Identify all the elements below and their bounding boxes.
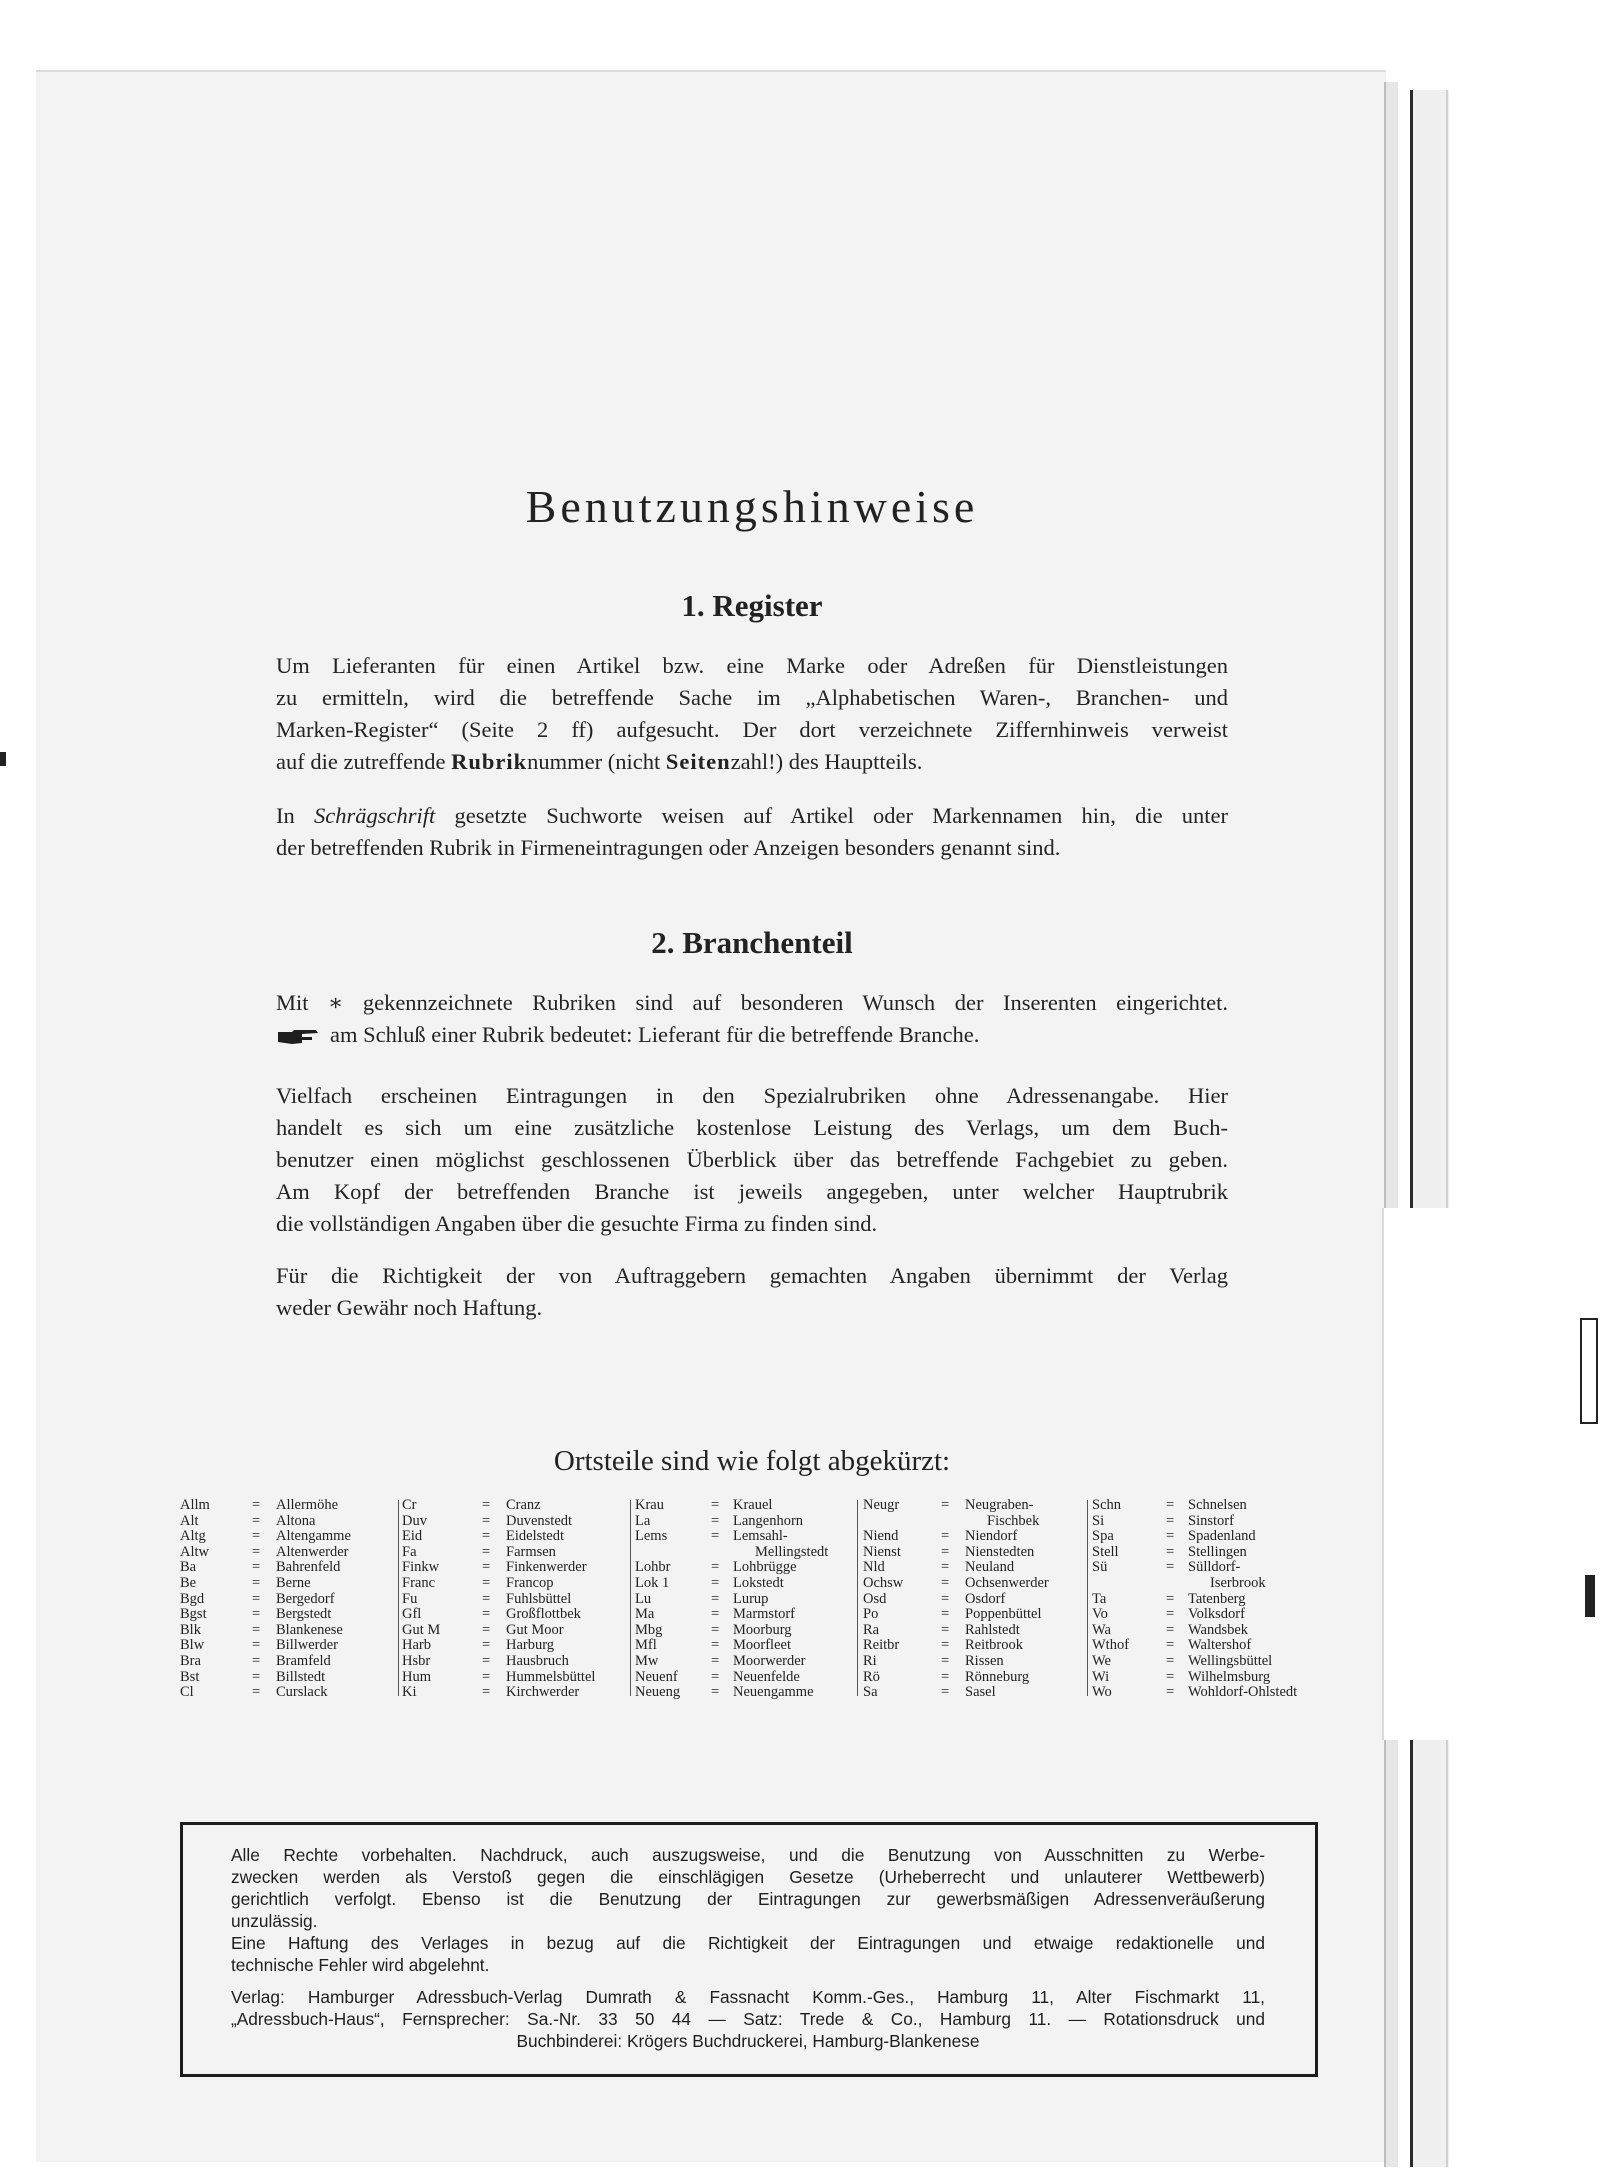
equals-sign: = xyxy=(711,1559,720,1576)
text-segment: In xyxy=(276,803,295,828)
abbreviation-key: Schn xyxy=(1092,1497,1121,1513)
district-name: Fischbek xyxy=(987,1512,1040,1529)
abbreviation-key: Bst xyxy=(180,1668,200,1685)
abbreviation-key: Ma xyxy=(635,1606,655,1623)
abbreviation-key: Mw xyxy=(635,1652,659,1669)
text-line: Marken-Register“ (Seite 2 ff) aufgesucht. Der dort verzeichnete Ziffernhinweis verweist xyxy=(276,717,1228,742)
abbreviation-key: Lems xyxy=(635,1528,668,1545)
equals-sign: = xyxy=(711,1590,720,1607)
notice-line: unzulässig. xyxy=(231,1911,318,1931)
district-name: Allermöhe xyxy=(276,1497,339,1513)
equals-sign: = xyxy=(711,1637,720,1654)
emphasis-seiten: Seiten xyxy=(665,749,731,774)
notice-line: zwecken werden als Verstoß gegen die einschlägigen Gesetze (Urheberrecht und unlauterer Wettbewerb) xyxy=(231,1867,1265,1887)
text-line: zu ermitteln, wird die betreffende Sache im „Alphabetischen Waren-, Branchen- und xyxy=(276,685,1228,710)
abbreviation-key: Allm xyxy=(180,1497,210,1513)
abbreviation-key: Be xyxy=(180,1574,197,1591)
abbreviation-key: Po xyxy=(863,1606,879,1623)
abbreviation-key: Rö xyxy=(863,1668,880,1685)
abbreviation-key: Bgst xyxy=(180,1606,207,1623)
equals-sign: = xyxy=(1166,1528,1175,1545)
equals-sign: = xyxy=(1166,1652,1175,1669)
text-segment: gesetzte Suchworte weisen auf Artikel oder Markennamen hin, die unter xyxy=(454,803,1229,828)
page-title: Benutzungshinweise xyxy=(525,481,979,532)
text-line: Am Kopf der betreffenden Branche ist jeweils angegeben, unter welcher Hauptrubrik xyxy=(276,1179,1228,1204)
column-divider xyxy=(630,1500,631,1696)
district-name: Sasel xyxy=(965,1684,996,1701)
district-name: Hummelsbüttel xyxy=(506,1668,596,1685)
district-name: Francop xyxy=(506,1574,554,1591)
equals-sign: = xyxy=(252,1621,261,1638)
abbreviation-key: Nienst xyxy=(863,1543,901,1560)
equals-sign: = xyxy=(941,1621,950,1638)
district-name: Neuenfelde xyxy=(733,1668,800,1685)
abbreviation-key: Duv xyxy=(402,1512,427,1529)
abbreviation-key: Ri xyxy=(863,1652,877,1669)
abbreviation-key: Neuenf xyxy=(635,1668,678,1685)
abbreviation-key: Finkw xyxy=(402,1559,440,1576)
abbreviation-key: Reitbr xyxy=(863,1637,900,1654)
abbreviation-key: Ra xyxy=(863,1621,880,1638)
abbreviation-key: Sa xyxy=(863,1684,878,1701)
equals-sign: = xyxy=(711,1606,720,1623)
district-name: Rissen xyxy=(965,1652,1004,1669)
equals-sign: = xyxy=(941,1637,950,1654)
text-segment: auf die zutreffende xyxy=(276,749,446,774)
district-name: Curslack xyxy=(276,1684,328,1701)
district-name: Rahlstedt xyxy=(965,1621,1020,1638)
equals-sign: = xyxy=(482,1543,491,1560)
district-name: Wilhelmsburg xyxy=(1188,1668,1271,1685)
abbreviation-key: Lu xyxy=(635,1590,652,1607)
district-name: Duvenstedt xyxy=(506,1512,573,1529)
equals-sign: = xyxy=(482,1574,491,1591)
equals-sign: = xyxy=(941,1652,950,1669)
equals-sign: = xyxy=(941,1528,950,1545)
district-name: Volksdorf xyxy=(1188,1606,1245,1623)
text-line xyxy=(276,746,1228,778)
abbreviation-key: Ba xyxy=(180,1559,197,1576)
district-name: Neuland xyxy=(965,1559,1015,1576)
equals-sign: = xyxy=(252,1497,261,1513)
notice-text xyxy=(231,1844,1265,2052)
district-name: Mellingstedt xyxy=(755,1543,829,1560)
notice-spacer xyxy=(231,1976,1265,1986)
abbreviation-key: Sü xyxy=(1092,1559,1108,1576)
district-name: Großflottbek xyxy=(506,1606,581,1623)
equals-sign: = xyxy=(252,1590,261,1607)
text-line: die vollständigen Angaben über die gesuchte Firma zu finden sind. xyxy=(276,1211,878,1236)
margin-mark xyxy=(0,752,6,766)
district-name: Lurup xyxy=(733,1590,769,1607)
district-name: Blankenese xyxy=(276,1621,343,1638)
text-line xyxy=(276,800,1228,832)
text-line: Mit ∗ gekennzeichnete Rubriken sind auf besonderen Wunsch der Inserenten eingerichtet. xyxy=(276,990,1228,1015)
section-heading-branchenteil: 2. Branchenteil xyxy=(651,925,853,960)
page-edge xyxy=(1384,82,1398,2167)
district-name: Rönneburg xyxy=(965,1668,1030,1685)
equals-sign: = xyxy=(1166,1684,1175,1701)
page-edge xyxy=(1446,90,1478,2167)
emphasis-rubrik: Rubrik xyxy=(451,749,528,774)
register-paragraph-2 xyxy=(276,800,1228,864)
equals-sign: = xyxy=(482,1528,491,1545)
equals-sign: = xyxy=(941,1668,950,1685)
district-name: Bergedorf xyxy=(276,1590,335,1607)
pointing-hand-icon xyxy=(276,1028,320,1046)
district-name: Altengamme xyxy=(276,1528,351,1545)
abbreviation-key: Cr xyxy=(402,1497,417,1513)
equals-sign: = xyxy=(1166,1559,1175,1576)
abbreviation-key: Fa xyxy=(402,1543,417,1560)
equals-sign: = xyxy=(711,1528,720,1545)
abbreviation-key: Altg xyxy=(180,1528,206,1545)
equals-sign: = xyxy=(711,1621,720,1638)
district-name: Finkenwerder xyxy=(506,1559,587,1576)
text-line: benutzer einen möglichst geschlossenen Überblick über das betreffende Fachgebiet zu geben. xyxy=(276,1147,1228,1172)
equals-sign: = xyxy=(252,1559,261,1576)
abbreviation-key: Harb xyxy=(402,1637,431,1654)
equals-sign: = xyxy=(941,1497,950,1513)
district-name: Billwerder xyxy=(276,1637,339,1654)
equals-sign: = xyxy=(1166,1637,1175,1654)
equals-sign: = xyxy=(1166,1621,1175,1638)
district-name: Harburg xyxy=(506,1637,555,1654)
equals-sign: = xyxy=(941,1606,950,1623)
district-name: Poppenbüttel xyxy=(965,1606,1042,1623)
equals-sign: = xyxy=(482,1668,491,1685)
page-edge xyxy=(1410,90,1449,2167)
district-name: Lokstedt xyxy=(733,1574,784,1591)
district-name: Neuengamme xyxy=(733,1684,814,1701)
abbreviation-key: Altw xyxy=(180,1543,209,1560)
equals-sign: = xyxy=(482,1652,491,1669)
abbreviation-key: Stell xyxy=(1092,1543,1119,1560)
abbreviations-heading: Ortsteile sind wie folgt abgekürzt: xyxy=(553,1445,951,1477)
abbreviation-key: Hsbr xyxy=(402,1652,431,1669)
district-name: Hausbruch xyxy=(506,1652,569,1669)
equals-sign: = xyxy=(941,1590,950,1607)
abbreviation-key: Wa xyxy=(1092,1621,1111,1638)
equals-sign: = xyxy=(711,1512,720,1529)
text-segment: am Schluß einer Rubrik bedeutet: Lieferant für die betreffende Branche. xyxy=(330,1022,980,1047)
abbreviation-key: Neugr xyxy=(863,1497,900,1513)
abbreviation-key: Franc xyxy=(402,1574,436,1591)
text-line: der betreffenden Rubrik in Firmeneintragungen oder Anzeigen besonders genannt sind. xyxy=(276,835,1061,860)
equals-sign: = xyxy=(482,1621,491,1638)
index-tab-flap xyxy=(1382,1208,1600,1740)
district-name: Moorfleet xyxy=(733,1637,791,1654)
abbreviation-key: Mfl xyxy=(635,1637,657,1654)
district-name: Niendorf xyxy=(965,1528,1018,1545)
district-name: Bramfeld xyxy=(276,1652,331,1669)
equals-sign: = xyxy=(1166,1668,1175,1685)
district-name: Ochsenwerder xyxy=(965,1574,1049,1591)
district-name: Bergstedt xyxy=(276,1606,332,1623)
district-name: Reitbrook xyxy=(965,1637,1023,1654)
equals-sign: = xyxy=(1166,1590,1175,1607)
branchenteil-paragraph-2 xyxy=(276,1080,1228,1240)
equals-sign: = xyxy=(482,1559,491,1576)
district-name: Marmstorf xyxy=(733,1606,796,1623)
copyright-notice-box xyxy=(180,1822,1318,2077)
column-divider xyxy=(857,1500,858,1696)
equals-sign: = xyxy=(482,1497,491,1513)
text-line: Vielfach erscheinen Eintragungen in den Spezialrubriken ohne Adressenangabe. Hier xyxy=(276,1083,1228,1108)
district-name: Lohbrügge xyxy=(733,1559,797,1576)
column-divider xyxy=(1087,1500,1088,1696)
register-paragraph-1 xyxy=(276,650,1228,778)
branchenteil-paragraph-3 xyxy=(276,1260,1228,1324)
abbreviation-key: Lok 1 xyxy=(635,1574,670,1591)
emphasis-italic: Schrägschrift xyxy=(314,803,436,828)
abbreviation-key: Blk xyxy=(180,1621,201,1638)
district-name: Osdorf xyxy=(965,1590,1006,1607)
abbreviation-key: Wi xyxy=(1092,1668,1110,1685)
notice-line: Buchbinderei: Krögers Buchdruckerei, Hamburg-Blankenese xyxy=(516,2031,980,2051)
equals-sign: = xyxy=(711,1574,720,1591)
district-name: Gut Moor xyxy=(506,1621,564,1638)
district-name: Eidelstedt xyxy=(506,1528,564,1545)
text-segment: nummer (nicht xyxy=(527,749,661,774)
text-line: handelt es sich um eine zusätzliche kostenlose Leistung des Verlags, um dem Buch- xyxy=(276,1115,1228,1140)
district-name: Kirchwerder xyxy=(506,1684,580,1701)
district-name: Iserbrook xyxy=(1210,1574,1266,1591)
abbreviation-key: Ochsw xyxy=(863,1574,904,1591)
index-tab-strip xyxy=(1580,1318,1598,1424)
district-name: Spadenland xyxy=(1188,1528,1256,1545)
equals-sign: = xyxy=(1166,1543,1175,1560)
district-name: Wellingsbüttel xyxy=(1188,1652,1273,1669)
abbreviation-key: Nld xyxy=(863,1559,885,1576)
district-name: Altenwerder xyxy=(276,1543,349,1560)
abbreviation-key: La xyxy=(635,1512,651,1529)
district-name: Neugraben- xyxy=(965,1497,1034,1513)
district-name: Stellingen xyxy=(1188,1543,1247,1560)
branchenteil-paragraph-1 xyxy=(276,987,1228,1051)
abbreviation-key: Bra xyxy=(180,1652,201,1669)
district-name: Waltershof xyxy=(1188,1637,1252,1654)
section-heading-register: 1. Register xyxy=(681,588,823,623)
notice-line: Eine Haftung des Verlages in bezug auf die Richtigkeit der Eintragungen und etwaige redaktionelle und xyxy=(231,1933,1265,1953)
equals-sign: = xyxy=(252,1606,261,1623)
abbreviation-key: Wthof xyxy=(1092,1637,1130,1654)
abbreviation-key: Fu xyxy=(402,1590,418,1607)
equals-sign: = xyxy=(711,1668,720,1685)
district-name: Moorburg xyxy=(733,1621,792,1638)
equals-sign: = xyxy=(252,1684,261,1701)
equals-sign: = xyxy=(482,1512,491,1529)
district-name: Langenhorn xyxy=(733,1512,804,1529)
abbreviation-key: Osd xyxy=(863,1590,887,1607)
district-name: Cranz xyxy=(506,1497,541,1513)
abbreviation-key: Krau xyxy=(635,1497,664,1513)
abbreviation-key: Ta xyxy=(1092,1590,1107,1607)
notice-line: technische Fehler wird abgelehnt. xyxy=(231,1955,490,1975)
binding-mark xyxy=(1585,1575,1595,1617)
abbreviation-key: Alt xyxy=(180,1512,199,1529)
notice-line: Alle Rechte vorbehalten. Nachdruck, auch auszugsweise, und die Benutzung von Ausschnitten zu Werbe- xyxy=(231,1845,1265,1865)
equals-sign: = xyxy=(941,1559,950,1576)
equals-sign: = xyxy=(252,1574,261,1591)
notice-line: „Adressbuch-Haus“, Fernsprecher: Sa.-Nr. 33 50 44 — Satz: Trede & Co., Hamburg 11. — Rotationsdruck und xyxy=(231,2009,1265,2029)
district-name: Tatenberg xyxy=(1188,1590,1246,1607)
abbreviation-key: Eid xyxy=(402,1528,423,1545)
equals-sign: = xyxy=(252,1512,261,1529)
equals-sign: = xyxy=(711,1497,720,1513)
equals-sign: = xyxy=(941,1543,950,1560)
text-line: Für die Richtigkeit der von Auftraggebern gemachten Angaben übernimmt der Verlag xyxy=(276,1263,1228,1288)
abbreviation-key: Niend xyxy=(863,1528,899,1545)
abbreviation-key: Lohbr xyxy=(635,1559,671,1576)
equals-sign: = xyxy=(711,1684,720,1701)
abbreviation-key: Gfl xyxy=(402,1606,422,1623)
district-name: Moorwerder xyxy=(733,1652,806,1669)
abbreviation-key: Wo xyxy=(1092,1684,1112,1701)
district-name: Billstedt xyxy=(276,1668,326,1685)
equals-sign: = xyxy=(252,1637,261,1654)
district-name: Sinstorf xyxy=(1188,1512,1234,1529)
text-line: weder Gewähr noch Haftung. xyxy=(276,1295,543,1320)
equals-sign: = xyxy=(941,1684,950,1701)
district-name: Schnelsen xyxy=(1188,1497,1247,1513)
equals-sign: = xyxy=(1166,1606,1175,1623)
district-name: Krauel xyxy=(733,1497,773,1513)
district-name: Berne xyxy=(276,1574,311,1591)
equals-sign: = xyxy=(252,1668,261,1685)
equals-sign: = xyxy=(1166,1497,1175,1513)
notice-line: gerichtlich verfolgt. Ebenso ist die Benutzung der Eintragungen zur gewerbsmäßigen Adressenveräußerung xyxy=(231,1889,1265,1909)
column-divider xyxy=(398,1500,399,1696)
equals-sign: = xyxy=(252,1543,261,1560)
district-name: Lemsahl- xyxy=(733,1528,788,1545)
equals-sign: = xyxy=(482,1684,491,1701)
equals-sign: = xyxy=(482,1606,491,1623)
district-name: Nienstedten xyxy=(965,1543,1035,1560)
text-line xyxy=(276,1019,1228,1051)
text-segment: zahl!) des Hauptteils. xyxy=(730,749,923,774)
district-name: Farmsen xyxy=(506,1543,556,1560)
abbreviation-key: Bgd xyxy=(180,1590,205,1607)
abbreviation-key: Si xyxy=(1092,1512,1105,1529)
district-name: Fuhlsbüttel xyxy=(506,1590,572,1607)
equals-sign: = xyxy=(711,1652,720,1669)
abbreviation-key: Ki xyxy=(402,1684,417,1701)
abbreviation-key: Neueng xyxy=(635,1684,681,1701)
equals-sign: = xyxy=(252,1652,261,1669)
abbreviation-key: We xyxy=(1092,1652,1111,1669)
equals-sign: = xyxy=(252,1528,261,1545)
abbreviation-key: Spa xyxy=(1092,1528,1114,1545)
equals-sign: = xyxy=(941,1574,950,1591)
district-name: Sülldorf- xyxy=(1188,1559,1241,1576)
district-name: Bahrenfeld xyxy=(276,1559,341,1576)
notice-line: Verlag: Hamburger Adressbuch-Verlag Dumrath & Fassnacht Komm.-Ges., Hamburg 11, Alter Fischmarkt 11, xyxy=(231,1987,1265,2007)
district-name: Wohldorf-Ohlstedt xyxy=(1188,1684,1298,1701)
district-name: Altona xyxy=(276,1512,316,1529)
abbreviation-key: Cl xyxy=(180,1684,194,1701)
equals-sign: = xyxy=(1166,1512,1175,1529)
equals-sign: = xyxy=(482,1590,491,1607)
abbreviation-key: Mbg xyxy=(635,1621,663,1638)
equals-sign: = xyxy=(482,1637,491,1654)
text-line: Um Lieferanten für einen Artikel bzw. eine Marke oder Adreßen für Dienstleistungen xyxy=(276,653,1228,678)
abbreviation-key: Hum xyxy=(402,1668,431,1685)
abbreviation-key: Vo xyxy=(1092,1606,1108,1623)
district-name: Wandsbek xyxy=(1188,1621,1249,1638)
abbreviation-key: Gut M xyxy=(402,1621,441,1638)
abbreviation-key: Blw xyxy=(180,1637,205,1654)
